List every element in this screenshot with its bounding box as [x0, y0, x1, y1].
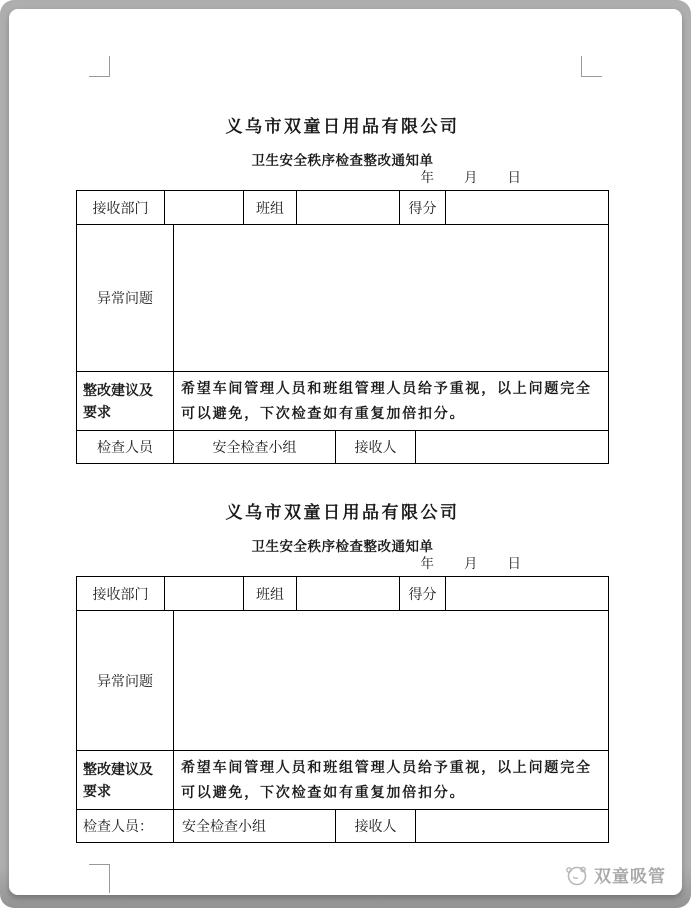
form-title: 卫生安全秩序检查整改通知单 — [251, 153, 434, 168]
receiver-value-cell — [416, 431, 608, 463]
brand-watermark — [563, 862, 666, 887]
inspector-label: 检查人员 — [77, 431, 174, 463]
score-label: 得分 — [400, 191, 446, 224]
document-page — [9, 9, 682, 895]
date-line — [76, 170, 609, 186]
team-label: 班组 — [244, 191, 297, 224]
page-content — [76, 9, 609, 843]
table-row — [77, 225, 608, 372]
receiving-dept-label: 接收部门 — [77, 191, 165, 224]
table-row — [77, 372, 608, 431]
score-value-cell — [446, 191, 608, 224]
abnormal-problems-value-cell — [174, 611, 608, 750]
notice-table — [76, 576, 609, 843]
month-label: 月 — [464, 170, 478, 185]
receiving-dept-value-cell — [165, 191, 244, 224]
shuangtong-logo-icon — [563, 863, 589, 887]
receiver-label: 接收人 — [336, 810, 416, 842]
rectification-label: 整改建议及要求 — [77, 372, 174, 430]
table-row — [77, 751, 608, 810]
table-row — [77, 810, 608, 842]
inspector-value: 安全检查小组 — [174, 810, 336, 842]
notice-form-1 — [76, 115, 609, 464]
receiver-label: 接收人 — [336, 431, 416, 463]
margin-crop-mark-bottom-left — [89, 864, 110, 893]
form-title: 卫生安全秩序检查整改通知单 — [251, 539, 434, 554]
company-title: 义乌市双童日用品有限公司 — [225, 503, 460, 522]
table-row — [77, 577, 608, 611]
date-line — [76, 556, 609, 572]
rectification-label: 整改建议及要求 — [77, 751, 174, 809]
inspector-label: 检查人员： — [77, 810, 174, 842]
receiver-value-cell — [416, 810, 608, 842]
team-value-cell — [297, 577, 400, 610]
year-label: 年 — [420, 556, 434, 571]
rectification-text: 希望车间管理人员和班组管理人员给予重视，以上问题完全可以避免，下次检查如有重复加倍扣分。 — [181, 759, 592, 800]
table-row — [77, 611, 608, 751]
notice-form-2 — [76, 501, 609, 843]
company-title: 义乌市双童日用品有限公司 — [225, 117, 460, 136]
inspector-value: 安全检查小组 — [174, 431, 336, 463]
notice-table — [76, 190, 609, 464]
team-value-cell — [297, 191, 400, 224]
month-label: 月 — [464, 556, 478, 571]
receiving-dept-value-cell — [165, 577, 244, 610]
score-label: 得分 — [400, 577, 446, 610]
brand-watermark-text: 双童吸管 — [594, 867, 666, 886]
day-label: 日 — [507, 170, 521, 185]
day-label: 日 — [507, 556, 521, 571]
year-label: 年 — [420, 170, 434, 185]
abnormal-problems-value-cell — [174, 225, 608, 371]
receiving-dept-label: 接收部门 — [77, 577, 165, 610]
abnormal-problems-label: 异常问题 — [77, 611, 174, 750]
table-row — [77, 431, 608, 463]
table-row — [77, 191, 608, 225]
abnormal-problems-label: 异常问题 — [77, 225, 174, 371]
rectification-text: 希望车间管理人员和班组管理人员给予重视，以上问题完全可以避免，下次检查如有重复加倍扣分。 — [181, 380, 592, 421]
team-label: 班组 — [244, 577, 297, 610]
score-value-cell — [446, 577, 608, 610]
